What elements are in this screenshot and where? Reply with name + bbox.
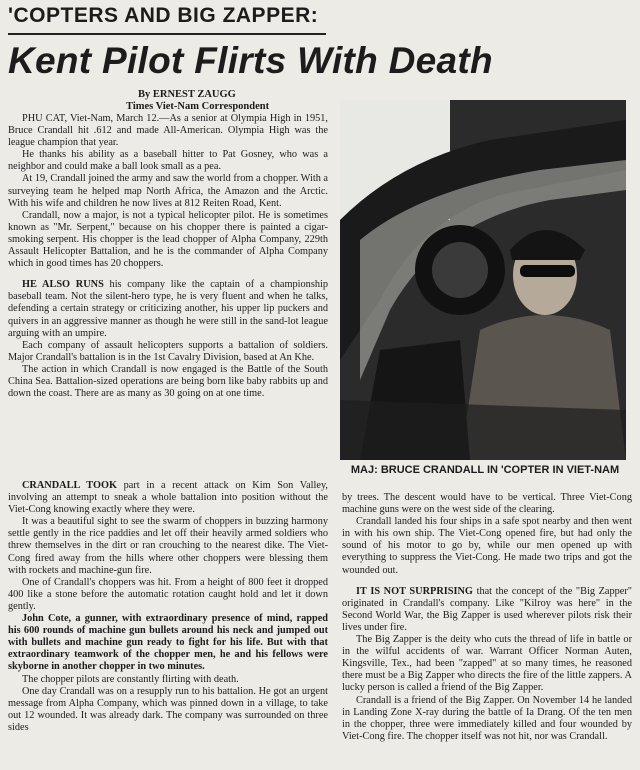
paragraph: PHU CAT, Viet-Nam, March 12.—As a senior at Olympia High in 1951, Bruce Crandall hit .612 and made All-American. Olympia High was the league champion that year.: [8, 113, 328, 149]
byline: [126, 89, 326, 113]
kicker-rule: [8, 33, 326, 35]
paragraph: Crandall landed his four ships in a safe spot nearby and then went in with his own ship. The Viet-Cong opened fire, but had only the sound of his motor to go by, while our men opened up with everything to suppress the Viet-Cong. He made two trips and got the wounded out.: [342, 516, 632, 576]
paragraph: The chopper pilots are constantly flirting with death.: [22, 673, 239, 685]
paragraph: IT IS NOT SURPRISING that the concept of the "Big Zapper" originated in Crandall's company. Like "Kilroy was here" in the Second World War, the Big Zapper is used wherever pilots risk their lives under fire.: [342, 585, 632, 633]
paragraph: HE ALSO RUNS his company like the captain of a championship baseball team. Not the silent-hero type, he is very fluent and when he talks, defending a certain strategy or criticizing another, his upper lip puckers and quivers in an aggressive manner as though he were still in the sand-lot league arguing with an umpire.: [8, 279, 328, 339]
paragraph: At 19, Crandall joined the army and saw the world from a chopper. With a surveying team he helped map North Africa, the Amazon and the Arctic. With his wife and children he now lives at 812 Reiten Road, Kent.: [8, 173, 328, 209]
column-3: [342, 492, 632, 743]
byline-author: By ERNEST ZAUGG: [138, 89, 236, 100]
photo-image: [340, 100, 626, 460]
subhead: CRANDALL TOOK: [22, 480, 117, 491]
headline: Kent Pilot Flirts With Death: [8, 40, 493, 81]
photo-pilot-in-copter: [340, 100, 626, 460]
paragraph: One of Crandall's choppers was hit. From a height of 800 feet it dropped 400 like a stone before the automatic rotation caught hold and let it down gently.: [8, 576, 328, 612]
kicker: 'COPTERS AND BIG ZAPPER:: [8, 4, 319, 27]
paragraph: He thanks his ability as a baseball hitter to Pat Gosney, who was a neighbor and could make a ball look small as a pea.: [8, 149, 328, 173]
byline-role: Times Viet-Nam Correspondent: [126, 101, 270, 112]
paragraph: Crandall, now a major, is not a typical helicopter pilot. He is sometimes known as "Mr. Serpent," because on his chopper there is painted a cigar-smoking serpent. His chopper is the lead chopper of Alpha Company, 229th Assault Helicopter Battalion, and he is the commander of Alpha Company which in good times has 20 choppers.: [8, 209, 328, 270]
paragraph: Crandall is a friend of the Big Zapper. On November 14 he landed in Landing Zone X-ray during the battle of Ia Drang. Of the ten men in the chopper, three were immediately killed and four wounded by Viet-Cong fire. The chopper itself was not hit, nor was Crandall.: [342, 694, 632, 742]
paragraph: The action in which Crandall is now engaged is the Battle of the South China Sea. Battalion-sized operations are being born like baby rabbits up and down the coast. There are as many as 30 going on at one time.: [8, 363, 328, 400]
paragraph: Each company of assault helicopters supports a battalion of soldiers. Major Crandall's battalion is in the 1st Cavalry Division, based at An Khe.: [8, 339, 328, 363]
column-2: [8, 480, 328, 734]
paragraph: The Big Zapper is the deity who cuts the thread of life in battle or in the wilful accidents of war. Warrant Officer Norman Auten, Kingsville, Tex., had been "zapped" at so many times, he reasoned there must be a Big Zapper who directs the fire of the little zappers. A lucky person is called a friend of the Big Zapper.: [342, 634, 632, 694]
paragraph: by trees. The descent would have to be vertical. Three Viet-Cong machine guns were on the west side of the clearing.: [342, 492, 632, 516]
subhead: HE ALSO RUNS: [22, 279, 104, 291]
paragraph: One day Crandall was on a resupply run to his battalion. He got an urgent message from Alpha Company, which was pinned down in a village, to take out 12 wounded. It was already dark. The company was surrounded on three sides: [8, 685, 328, 733]
subhead: IT IS NOT SURPRISING: [356, 585, 473, 597]
paragraph: It was a beautiful sight to see the swarm of choppers in buzzing harmony settle gently in the rice paddies and let off their heavily armed soldiers who threw themselves in the dirt or ran crouching to the nearest dike. The Viet-Cong fired away from the hills where other choppers were blessing them with rockets and machine-gun fire.: [8, 516, 328, 576]
column-1: [8, 113, 328, 400]
paragraph: John Cote, a gunner, with extraordinary presence of mind, rapped his 600 rounds of machine gun bullets around his neck and jumped out with bullets and machine gun ready to fight for his life. But with that extraordinary teamwork of the chopper men, he and his fellows were skyborne in another chopper in two minutes.: [8, 613, 328, 673]
paragraph: CRANDALL TOOK part in a recent attack on Kim Son Valley, involving an attempt to sneak a whole battalion into position without the Viet-Cong knowing exactly where they were.: [8, 480, 328, 516]
photo-caption: MAJ: BRUCE CRANDALL IN 'COPTER IN VIET-NAM: [350, 464, 620, 476]
